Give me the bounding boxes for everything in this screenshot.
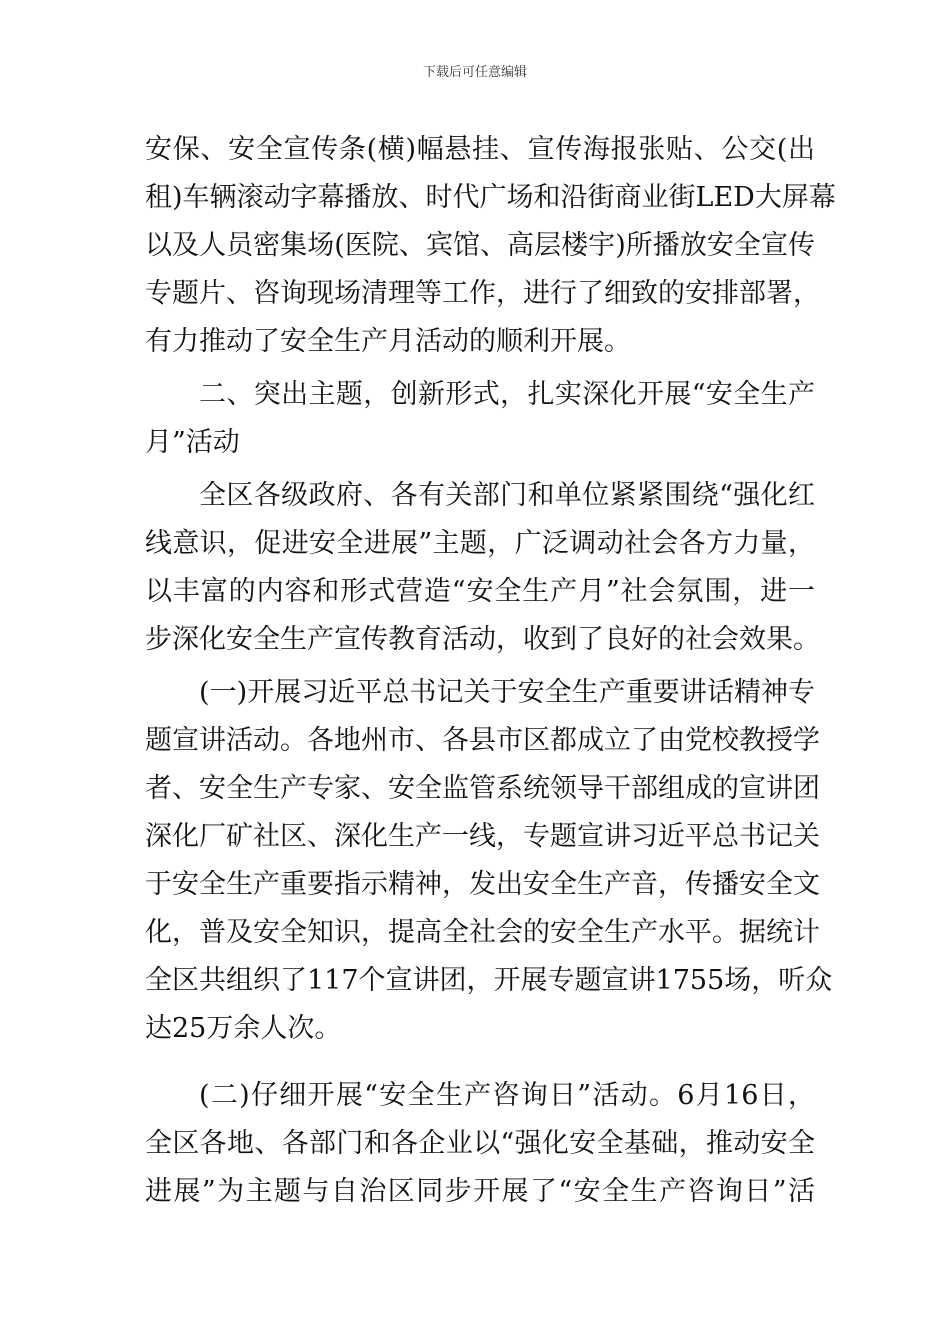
section-heading-line: 二、突出主题，创新形式，扎实深化开展“安全生产 [199, 379, 815, 410]
text-line: 深化厂矿社区、深化生产一线，专题宣讲习近平总书记关 [145, 821, 820, 852]
text-line: 全区共组织了117个宣讲团，开展专题宣讲1755场，听众 [145, 965, 833, 996]
text-line: 专题片、咨询现场清理等工作，进行了细致的安排部署， [145, 278, 820, 309]
text-line: (二)仔细开展“安全生产咨询日”活动。6月16日， [199, 1080, 815, 1111]
text-line: 全区各级政府、各有关部门和单位紧紧围绕“强化红 [199, 480, 815, 511]
text-line: 步深化安全生产宣传教育活动，收到了良好的社会效果。 [145, 624, 820, 655]
text-line: 全区各地、各部门和各企业以“强化安全基础，推动安全 [145, 1128, 815, 1159]
text-line: 有力推动了安全生产月活动的顺利开展。 [145, 326, 631, 357]
text-line: 线意识，促进安全进展”主题，广泛调动社会各方力量， [145, 528, 815, 559]
text-line: 题宣讲活动。各地州市、各县市区都成立了由党校教授学 [145, 725, 820, 756]
text-line: 化，普及安全知识，提高全社会的安全生产水平。据统计 [145, 917, 820, 948]
text-line: 进展”为主题与自治区同步开展了“安全生产咨询日”活 [145, 1176, 815, 1207]
text-line: 者、安全生产专家、安全监管系统领导干部组成的宣讲团 [145, 773, 820, 804]
text-line: 达25万余人次。 [145, 1013, 342, 1044]
text-line: 以及人员密集场(医院、宾馆、高层楼宇)所播放安全宣传 [145, 230, 815, 261]
text-line: 于安全生产重要指示精神，发出安全生产音，传播安全文 [145, 869, 820, 900]
page-header: 下载后可任意编辑 [422, 65, 527, 80]
section-heading-line: 月”活动 [145, 427, 240, 458]
text-line: (一)开展习近平总书记关于安全生产重要讲话精神专 [199, 677, 815, 708]
text-line: 安保、安全宣传条(横)幅悬挂、宣传海报张贴、公交(出 [145, 134, 815, 165]
text-line: 租)车辆滚动字幕播放、时代广场和沿街商业街LED大屏幕 [145, 182, 836, 213]
text-line: 以丰富的内容和形式营造“安全生产月”社会氛围，进一 [145, 576, 815, 607]
